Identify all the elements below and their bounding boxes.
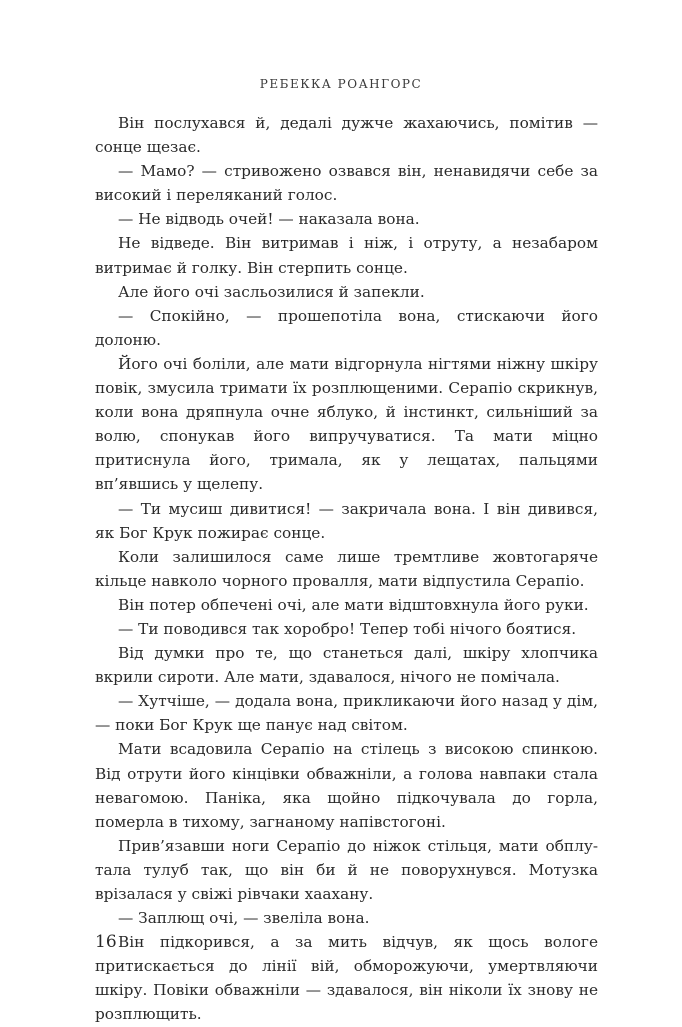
- paragraph: Він підкорився, а за мить відчув, як щось вологе притискається до лінії вій, обморожуючи, умертвляючи шкіру. Повіки обважніли — здавалося, він ніколи їх знову не розплющить.: [95, 933, 598, 1024]
- paragraph: Прив’язавши ноги Серапіо до ніжок стільця, мати обплутала тулуб так, що він би й не поворухнувся. Мотузка врізалася у свіжі рівчаки хаахану.: [95, 836, 598, 903]
- paragraph: — Хутчіше, — додала вона, прикликаючи його назад у дім, — поки Бог Крук ще панує над світом.: [95, 692, 598, 735]
- paragraph: Коли залишилося саме лише тремтливе жовтогаряче кільце навколо чорного провалля, мати відпустила Серапіо.: [95, 547, 598, 590]
- paragraph: — Заплющ очі, — звеліла вона.: [118, 909, 370, 928]
- paragraph: — Ти поводився так хоробро! Тепер тобі нічого боятися.: [118, 619, 577, 638]
- page-number: 16: [95, 932, 117, 952]
- paragraph: Мати всадовила Серапіо на стілець з високою спинкою. Від отрути його кінцівки обважніли, а голова навпаки стала невагомою. Паніка, яка щойно підкочувала до горла, померла в тихому, загнаному напівстогоні.: [95, 740, 598, 831]
- paragraph: Він потер обпечені очі, але мати відштовхнула його руки.: [118, 595, 589, 614]
- paragraph: — Мамо? — стривожено озвався він, ненавидячи себе за високий і переляканий голос.: [95, 162, 598, 205]
- paragraph: Він послухався й, дедалі дужче жахаючись, помітив — сонце щезає.: [95, 114, 598, 157]
- paragraph: Від думки про те, що станеться далі, шкіру хлопчика вкрили сироти. Але мати, здавалося, нічого не помічала.: [95, 644, 598, 687]
- paragraph: — Ти мусиш дивитися! — закричала вона. І він дивився, як Бог Крук пожирає сонце.: [95, 499, 598, 542]
- paragraph: — Спокійно, — прошепотіла вона, стискаючи його долоню.: [95, 306, 598, 349]
- paragraph: Не відведе. Він витримав і ніж, і отруту, а незабаром витримає й голку. Він стерпить сонце.: [95, 234, 598, 277]
- paragraph: Його очі боліли, але мати відгорнула нігтями ніжну шкіру повік, змусила тримати їх розплющеними. Серапіо скрикнув, коли вона дряпнула очне яблуко, й інстинкт, сильніший за волю, спонукав його випручуватися. Та мати міцно притиснула його, тримала, як у лещатах, пальцями вп’явшись у щелепу.: [95, 354, 598, 494]
- paragraph: — Не відводь очей! — наказала вона.: [118, 210, 420, 229]
- running-head: РЕБЕККА РОАНГОРС: [259, 77, 423, 91]
- paragraph: Але його очі засльозилися й запекли.: [118, 282, 425, 301]
- body-text: [95, 111, 598, 1027]
